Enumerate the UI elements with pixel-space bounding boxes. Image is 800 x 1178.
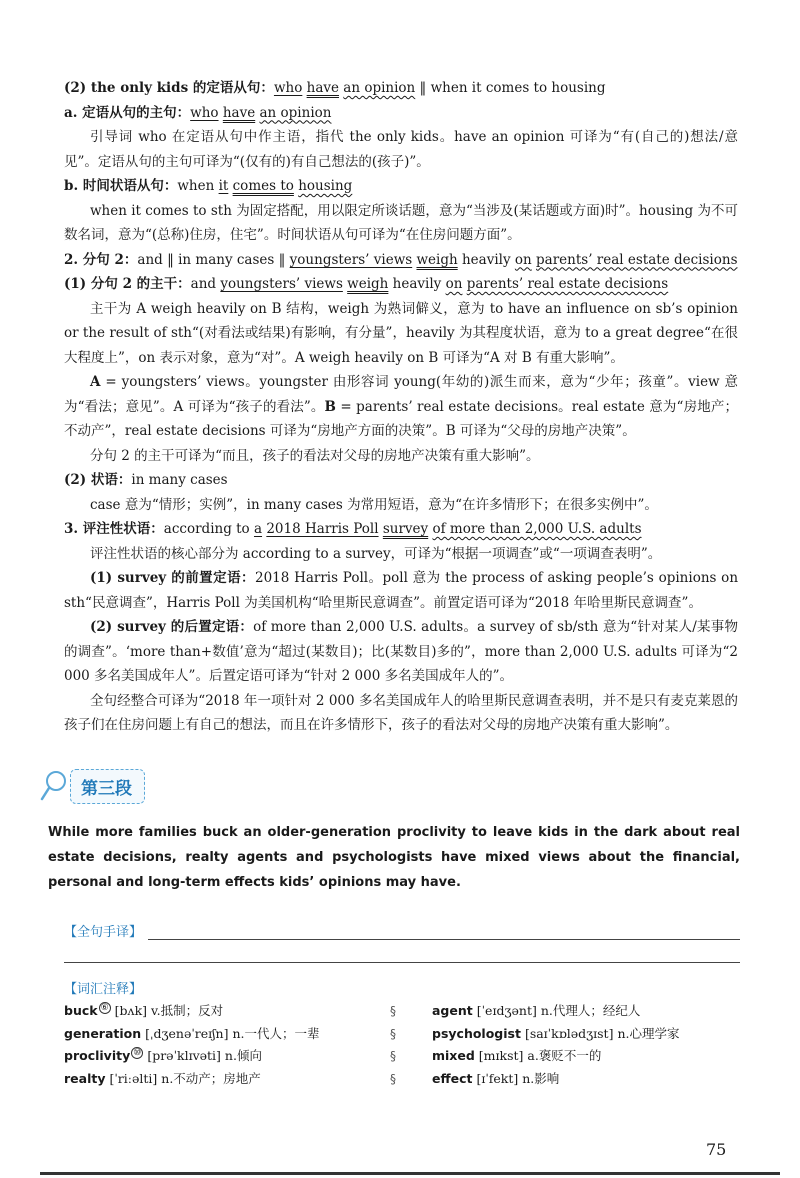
post-modifier-phrase: of more than 2,000 U.S. adults xyxy=(432,521,642,537)
vocab-ipa: [bʌk] xyxy=(114,1003,148,1018)
vocab-entry xyxy=(64,1068,320,1091)
vocab-ipa: [mɪkst] xyxy=(478,1048,524,1063)
plain-text: of more than 2,000 U.S. adults。a survey of sb/sth 意为“针对某人/某事物的调查”。‘more than+数值’意为“超过(某数目)；比(某数目)多的”，more than 2,000 U.S. adults 可译为“2 000 多名美国成年人”。后置定语可译为“针对 2 000 多名美国成年人的”。 xyxy=(64,619,738,684)
analysis-paragraph: 全句经整合可译为“2018 年一项针对 2 000 多名美国成年人的哈里斯民意调查表明，并不是只有麦克莱恩的孩子们在住房问题上有自己的想法，而且在许多情形下，孩子的看法对父母的房地产决策有重大影响”。 xyxy=(64,692,738,733)
vocab-word: buck xyxy=(64,1003,98,1018)
vocab-word: effect xyxy=(432,1070,473,1086)
subject-word: who xyxy=(190,104,219,121)
vocab-label: 【词汇注释】 xyxy=(64,982,143,997)
vocab-ipa: [ˌdʒenəˈreɪʃn] xyxy=(145,1025,229,1041)
vocab-list-left xyxy=(64,1000,320,1090)
section-heading xyxy=(40,766,145,806)
subject-word: it xyxy=(218,178,229,194)
preposition-word: on xyxy=(445,276,463,292)
translate-row xyxy=(64,914,740,940)
vocab-ipa: [ɪˈfekt] xyxy=(476,1070,519,1086)
vocab-entry xyxy=(432,1045,679,1068)
rest-text: ‖ when it comes to housing xyxy=(415,80,606,96)
subject-word: who xyxy=(273,80,303,96)
predicate-word: comes to xyxy=(232,178,294,194)
plain-text: in many cases xyxy=(131,472,228,488)
vocab-word: agent xyxy=(432,1003,473,1018)
vocab-def: n.影响 xyxy=(522,1070,560,1086)
subject-phrase: youngsters’ views xyxy=(220,276,343,292)
analysis-paragraph xyxy=(64,615,738,689)
predicate-word: have xyxy=(222,104,256,121)
heading-label: (1) 分句 2 的主干： xyxy=(64,276,191,292)
analysis-line-1 xyxy=(64,76,738,101)
vocab-entry xyxy=(432,1000,679,1023)
plain-text: and xyxy=(190,276,221,292)
object-phrase: an opinion xyxy=(259,104,332,121)
plain-text: heavily xyxy=(457,251,515,268)
vocab-word: proclivity xyxy=(64,1048,131,1063)
analysis-line-7 xyxy=(64,517,738,542)
analysis-line-5 xyxy=(64,272,738,297)
vocab-entry xyxy=(64,1045,320,1068)
vocab-word: realty xyxy=(64,1070,106,1086)
plain-text: = youngsters’ views。youngster 由形容词 young(年幼的)派生而来，意为“少年；孩童”。view 意为“看法；意见”。A 可译为“孩子的看法”。 xyxy=(64,374,738,415)
vocab-entry xyxy=(432,1023,679,1046)
analysis-paragraph: 评注性状语的核心部分为 according to a survey，可译为“根据一项调查”或“一项调查表明”。 xyxy=(90,545,662,562)
analysis-paragraph: case 意为“情形；实例”，in many cases 为常用短语，意为“在许多情形下；在很多实例中”。 xyxy=(90,496,658,513)
vocab-ipa: [ˈeɪdʒənt] xyxy=(476,1003,537,1018)
translate-blank-line[interactable] xyxy=(148,921,740,940)
analysis-paragraph: 主干为 A weigh heavily on B 结构，weigh 为熟词僻义，意为 to have an influence on sb’s opinion or the result of sth“(对看法或结果)有影响，有分量”，heavily 为其程度状语，意为 to a great degree“在很大程度上”，on 表示对象，意为“对”。A weigh heavily on B 可译为“A 对 B 有重大影响”。 xyxy=(64,300,738,366)
translate-blank-line-2[interactable] xyxy=(64,962,740,963)
label-a: A xyxy=(90,374,101,390)
analysis-section xyxy=(64,76,738,738)
predicate-word: have xyxy=(306,80,339,96)
frequency-badge: ⑥ xyxy=(100,1002,109,1013)
analysis-line-2 xyxy=(64,101,738,126)
analysis-line-4 xyxy=(64,248,738,273)
vocab-ipa: [saɪˈkɒlədʒɪst] xyxy=(524,1025,614,1041)
predicate-word: weigh xyxy=(416,251,458,268)
analysis-paragraph: when it comes to sth 为固定搭配，用以限定所谈话题，意为“当涉及(某话题或方面)时”。housing 为不可数名词，意为“(总称)住房，住宅”。时间状语从句可译为“在住房问题方面”。 xyxy=(64,202,738,243)
vocab-list-right xyxy=(432,1000,679,1090)
plain-text: and ‖ in many cases ‖ xyxy=(137,251,290,268)
vocab-word: mixed xyxy=(432,1048,475,1063)
vocab-entry xyxy=(64,1023,320,1046)
vocab-word: generation xyxy=(64,1025,142,1041)
magnifier-icon xyxy=(40,769,68,803)
analysis-line-3 xyxy=(64,174,738,199)
plain-text: according to xyxy=(163,521,254,537)
vocab-ipa: [prəˈklɪvəti] xyxy=(147,1048,221,1063)
plain-text: = parents’ real estate decisions。real estate 意为“房地产；不动产”，real estate decisions 可译为“房地产方面的决策”。B 可译为“父母的房地产决策”。 xyxy=(64,398,738,439)
article-word: a xyxy=(253,521,263,537)
vocab-def: a.褒贬不一的 xyxy=(527,1048,602,1063)
analysis-line-6 xyxy=(64,468,738,493)
heading-label: (2) the only kids 的定语从句： xyxy=(64,80,274,96)
subject-phrase: youngsters’ views xyxy=(289,251,413,268)
vocab-ipa: [ˈriːəlti] xyxy=(109,1070,158,1086)
vocab-def: v.抵制；反对 xyxy=(151,1003,224,1018)
vocab-entry xyxy=(432,1068,679,1091)
analysis-paragraph: 分句 2 的主干可译为“而且，孩子的看法对父母的房地产决策有重大影响”。 xyxy=(90,447,540,464)
object-phrase: parents’ real estate decisions xyxy=(536,251,738,268)
analysis-paragraph: 引导词 who 在定语从句中作主语，指代 the only kids。have an opinion 可译为“有(自己的)想法/意见”。定语从句的主句可译为“(仅有的)有自己想法的(孩子)”。 xyxy=(64,129,738,170)
vocab-word: psychologist xyxy=(432,1025,521,1041)
object-phrase: parents’ real estate decisions xyxy=(466,276,669,292)
vocab-def: n.代理人；经纪人 xyxy=(540,1003,641,1018)
heading-label: a. 定语从句的主句： xyxy=(64,104,191,121)
vocab-def: n.倾向 xyxy=(224,1048,262,1063)
heading-label: 2. 分句 2： xyxy=(64,251,138,268)
footer-rule xyxy=(40,1172,780,1175)
heading-label: 3. 评注性状语： xyxy=(64,521,164,537)
plain-text: heavily xyxy=(388,276,446,292)
analysis-paragraph xyxy=(64,370,738,444)
page-number: 75 xyxy=(706,1140,727,1159)
object-phrase: an opinion xyxy=(343,80,416,96)
section-title: 第三段 xyxy=(70,769,145,804)
core-word: survey xyxy=(382,521,429,537)
plain-text: when xyxy=(177,178,219,194)
analysis-paragraph xyxy=(64,566,738,615)
vocab-def: n.不动产；房地产 xyxy=(161,1070,261,1086)
predicate-word: weigh xyxy=(347,276,389,292)
plain-text: 2018 Harris Poll。poll 意为 the process of asking people’s opinions on sth“民意调查”，Harris Poll 为美国机构“哈里斯民意调查”。前置定语可译为“2018 年哈里斯民意调查”。 xyxy=(64,570,739,611)
translate-label: 【全句手译】 xyxy=(64,925,143,940)
heading-label: (2) 状语： xyxy=(64,472,132,488)
preposition-word: on xyxy=(514,251,532,268)
heading-label: (1) survey 的前置定语： xyxy=(90,570,255,586)
vocab-def: n.一代人；一辈 xyxy=(232,1025,320,1041)
english-sentence: While more families buck an older-generation proclivity to leave kids in the dark about real estate decisions, realty agents and psychologists have mixed views about the financial, personal and long-term effects kids’ opinions may have. xyxy=(48,825,740,890)
heading-label: (2) survey 的后置定语： xyxy=(90,619,254,635)
modifier-phrase: 2018 Harris Poll xyxy=(266,521,379,537)
vocab-entry xyxy=(64,1000,320,1023)
column-divider: § § § § xyxy=(390,1004,396,1086)
frequency-badge: ⑩ xyxy=(133,1047,142,1058)
heading-label: b. 时间状语从句： xyxy=(64,178,178,194)
vocab-def: n.心理学家 xyxy=(617,1025,680,1041)
label-b: B xyxy=(324,398,336,415)
object-phrase: housing xyxy=(298,178,353,194)
